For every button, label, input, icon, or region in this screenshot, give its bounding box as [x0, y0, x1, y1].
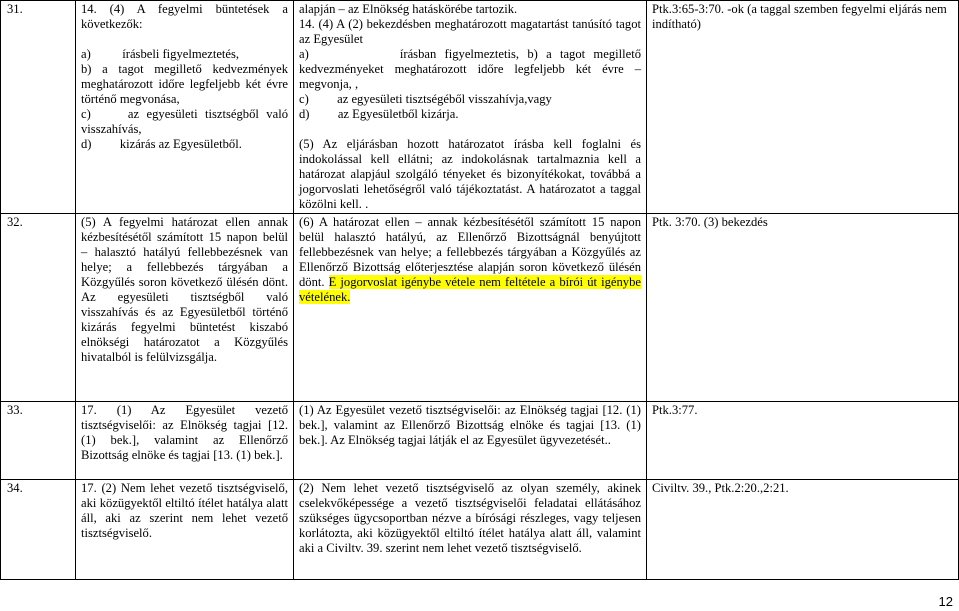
row-number: 34. [1, 480, 76, 580]
new-text-cell [294, 214, 647, 402]
old-text-cell [76, 214, 294, 402]
note-text: Ptk.3:77. [652, 403, 698, 417]
row-number: 33. [1, 402, 76, 480]
page-number: 12 [938, 594, 953, 609]
new-text-cell [294, 402, 647, 480]
list-item: c) az egyesületi tisztségéből visszahívja,vagy [299, 92, 552, 106]
table-row [1, 1, 959, 214]
list-item: d) kizárás az Egyesületből. [81, 137, 242, 151]
paragraph: (5) Az eljárásban hozott határozatot írásba kell foglalni és indokolással kell ellátni; az indokolásnak tartalmaznia kell a határozat alapjául szolgáló tényeket és bizonyítékokat, továbbá a jogorvoslati lehetőségről való tájékoztatást. A határozatot a taggal közölni kell. . [299, 137, 641, 211]
note-text: Ptk.3:65-3:70. -ok (a taggal szemben fegyelmi eljárás nem indítható) [652, 2, 947, 31]
note-text: Ptk. 3:70. (3) bekezdés [652, 215, 768, 229]
paragraph: alapján – az Elnökség hatáskörébe tartozik. [299, 2, 518, 16]
paragraph: (2) Nem lehet vezető tisztségviselő az olyan személy, akinek cselekvőképessége a vezető tisztségviselői feladatai ellátásához szükséges ügycsoportban nézve a bírósági részleges, vagy teljesen korlátozta, aki közügyektől eltiltó ítélet hatálya alatt áll, valamint aki a Civiltv. 39. szerint nem lehet vezető tisztségviselő. [299, 481, 641, 555]
old-text-cell [76, 1, 294, 214]
note-cell [647, 1, 959, 214]
list-item: c) az egyesületi tisztségből való visszahívás, [81, 107, 288, 136]
note-cell [647, 480, 959, 580]
list-item: b) a tagot megillető kedvezmények meghatározott időre legfeljebb két évre történő megvonása, [81, 62, 288, 106]
paragraph-text: (6) A határozat ellen – annak kézbesítésétől számított 15 napon belül halasztó hatályú, az Ellenőrző Bizottságnál benyújtott fellebbezésnek van helye; a fellebbezés tárgyában a Közgyűlés az Ellenőrző Bizottság előterjesztése alapján soron következő ülésén dönt. [299, 215, 641, 289]
row-number: 32. [1, 214, 76, 402]
old-text-cell [76, 402, 294, 480]
paragraph: 17. (2) Nem lehet vezető tisztségviselő, aki közügyektől eltiltó ítélet hatálya alatt áll, aki az szerint nem lehet vezető tisztségviselő. [81, 481, 288, 540]
highlighted-text: E jogorvoslat igénybe vétele nem feltétele a bírói út igénybe vételének. [299, 275, 641, 304]
row-number: 31. [1, 1, 76, 214]
list-item: d) az Egyesületből kizárja. [299, 107, 459, 121]
old-text-cell [76, 480, 294, 580]
table-row [1, 402, 959, 480]
paragraph: 14. (4) A (2) bekezdésben meghatározott magatartást tanúsító tagot az Egyesület [299, 17, 641, 46]
table-row [1, 214, 959, 402]
new-text-cell [294, 480, 647, 580]
paragraph: 14. (4) A fegyelmi büntetések a következők: [81, 2, 288, 31]
list-item: a) írásbeli figyelmeztetés, [81, 47, 240, 61]
list-item: a) írásban figyelmeztetis, b) a tagot megillető kedvezményeket meghatározott időre legfeljebb két évre – megvonja, , [299, 47, 641, 91]
new-text-cell [294, 1, 647, 214]
paragraph [299, 215, 641, 305]
paragraph: 17. (1) Az Egyesület vezető tisztségviselői: az Elnökség tagjai [12. (1) bek.], valamint az Ellenőrző Bizottság elnöke és tagjai [13. (1) bek.]. [81, 403, 288, 462]
paragraph: (5) A fegyelmi határozat ellen annak kézbesítésétől számított 15 napon belül – halasztó hatályú fellebbezésnek van helye; a fellebbezés tárgyában a Közgyűlés soron következő ülésén dönt. Az egyesületi tisztségből való visszahívás és az Egyesületből történő kizárás fegyelmi büntetést kiszabó elnökségi határozatot a Közgyűlés hivatalból is felülvizsgálja. [81, 215, 288, 364]
note-cell [647, 402, 959, 480]
note-text: Civiltv. 39., Ptk.2:20.,2:21. [652, 481, 789, 495]
paragraph: (1) Az Egyesület vezető tisztségviselői: az Elnökség tagjai [12. (1) bek.], valamint az Ellenőrző Bizottság elnöke és tagjai [13. (1) bek.]. Az Elnökség tagjai látják el az Egyesület ügyvezetését.. [299, 403, 641, 447]
table-row [1, 480, 959, 580]
note-cell [647, 214, 959, 402]
